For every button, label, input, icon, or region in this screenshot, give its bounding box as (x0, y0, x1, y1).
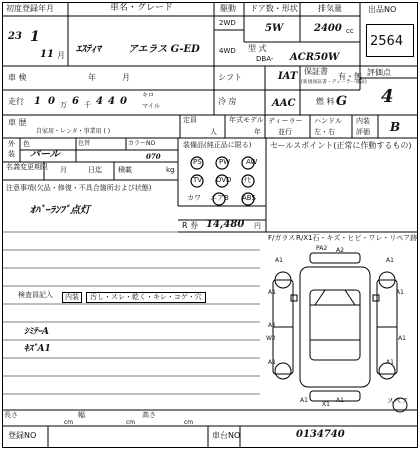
damage-label-a1-5: A1 (268, 322, 276, 329)
windshield-items: R/X1石・キズ・ヒビ・ワレ・リペア跡 (296, 234, 418, 242)
load-capacity-unit: kg (166, 166, 175, 174)
equipment-check-marks (178, 150, 268, 210)
capacity-label: 定員 (183, 116, 197, 124)
reviewer-label: 検査員記入 (18, 291, 53, 299)
dealer-value: 並行 (278, 128, 292, 136)
first-registration-month: 11 (40, 49, 54, 60)
doors-value: 5W (265, 23, 284, 34)
ac-value: AAC (272, 98, 296, 109)
reviewer-interior-box: 内装 (62, 292, 82, 303)
handle-label: ハンドル (314, 117, 342, 125)
displacement-label: 排気量 (318, 4, 342, 13)
fuel-label: 燃 料 (316, 97, 335, 106)
model-year-unit: 年 (254, 128, 261, 136)
shift-label: シフト (218, 73, 242, 82)
model-grade-label: 車名・グレード (110, 3, 174, 13)
damage-label-a1-9: A1 (300, 397, 308, 404)
equip-leather: カワ (187, 194, 201, 202)
damage-label-a1-4: A1 (396, 289, 404, 296)
mileage-unit-mile: マイル (142, 103, 160, 110)
damage-label-a1-3: A1 (268, 289, 276, 296)
mileage-digit-2: 0 (48, 96, 55, 107)
displacement-value: 2400 (314, 23, 342, 34)
first-registration-label: 初度登録年月 (6, 4, 54, 13)
mileage-digit-3: 6 (72, 96, 79, 107)
interior-sublabel: 評価 (356, 128, 370, 136)
grade-value: 4 (381, 86, 394, 107)
selling-points-label: セールスポイント(正常に作動するもの) (270, 141, 412, 150)
length-label: 長さ (4, 411, 18, 419)
paint-change-label: 色替 (78, 140, 91, 147)
model-name: ｴｽﾃｨﾏ (76, 44, 101, 55)
handle-value: 左・右 (314, 128, 335, 136)
warranty-label: 保証書 (304, 67, 328, 76)
notes-line-2: ｼﾐﾃｰA (24, 327, 49, 337)
chassis-no-value: 0134740 (296, 429, 345, 440)
car-diagram (255, 245, 415, 415)
equip-dvd: DVD (216, 176, 232, 184)
dealer-label: ディーラー (268, 117, 303, 125)
mileage-digit-6: 0 (120, 96, 127, 107)
height-label: 高さ (142, 411, 156, 419)
lot-number: 2564 (370, 34, 404, 49)
type-prefix: DBA- (256, 55, 274, 63)
equip-aw: AW (246, 158, 258, 166)
recycle-ticket-value: 14,480 (206, 219, 245, 230)
load-capacity-label: 積載 (118, 166, 132, 174)
registration-no-label: 登録NO (8, 431, 37, 440)
shift-value: IAT (278, 71, 298, 82)
damage-label-a2: A2 (336, 247, 344, 254)
capacity-unit: 人 (210, 128, 217, 136)
color-label: 色 (23, 140, 30, 148)
equip-ps: PS (193, 158, 202, 166)
equip-airbag: エアB (210, 194, 229, 202)
notes-line-1: ｵﾊﾞｰﾗﾝﾌﾟ点灯 (30, 205, 90, 216)
name-change-label: 名義変更期限 (6, 163, 48, 171)
ac-label: 冷 房 (218, 97, 237, 106)
lot-number-label: 出品NO (368, 5, 397, 14)
color-value: パール (30, 149, 60, 160)
damage-label-a1-2: A1 (386, 257, 394, 264)
damage-label-w2: W2 (266, 335, 276, 342)
mileage-unit-km: キロ (142, 92, 155, 99)
grade-value: アエラス G-ED (128, 44, 200, 55)
spare-tire-label: スペア (387, 397, 408, 405)
inspection-month-unit: 月 (122, 73, 130, 82)
damage-label-x1: X1 (322, 401, 330, 408)
length-unit: cm (64, 419, 74, 426)
damage-label-a1-7: A1 (268, 359, 276, 366)
damage-label-pa2: PA2 (316, 245, 328, 252)
history-label: 車 歴 (8, 118, 27, 127)
equip-tv: TV (193, 176, 203, 184)
damage-label-a1-1: A1 (275, 257, 283, 264)
equipment-title: 装備品(純正品に限る) (183, 141, 252, 149)
width-unit: cm (126, 419, 136, 426)
cc-unit: cc (346, 27, 354, 35)
grade-label: 評価点 (367, 68, 391, 77)
height-unit: cm (184, 419, 194, 426)
inspection-label: 車 検 (8, 73, 27, 82)
chassis-no-label: 車台NO (212, 431, 241, 440)
width-label: 幅 (78, 411, 85, 419)
mileage-digit-4: 4 (96, 96, 103, 107)
first-registration-year: 23 (8, 31, 22, 42)
damage-label-a1-8: A1 (386, 359, 394, 366)
drive-4wd: 4WD (219, 47, 236, 55)
windshield-label: F/ガラス (268, 234, 296, 242)
type-value: ACR50W (290, 52, 340, 63)
warranty-options: 有・無 (338, 72, 362, 81)
notes-line-3: ｷｽﾞA1 (24, 344, 51, 354)
equip-abs: ABS (242, 194, 256, 202)
mileage-digit-5: 4 (108, 96, 115, 107)
color-no-label: カラーNO (128, 140, 156, 147)
mileage-unit-man: 万 (60, 101, 67, 109)
color-no-value: 070 (146, 152, 161, 161)
damage-label-a1-10: A1 (336, 397, 344, 404)
interior-label: 内装 (356, 117, 370, 125)
mileage-digit-1: 1 (34, 96, 41, 107)
damage-label-a1-6: A1 (398, 335, 406, 342)
exterior-label: 外 (8, 140, 15, 148)
drive-label: 駆動 (220, 4, 236, 13)
model-year-label: 年式モデル (229, 116, 264, 124)
fuel-value: G (336, 94, 348, 109)
first-registration-month-unit: 月 (57, 51, 65, 60)
name-change-day-unit: 日迄 (88, 166, 102, 174)
equip-pw: PW (219, 158, 231, 166)
mileage-unit-sen: 千 (84, 101, 91, 109)
reviewer-items: 汚し・スレ・乾く・キレ・コゲ・穴 (86, 292, 206, 303)
inspection-year-unit: 年 (88, 73, 96, 82)
interior-grade-value: B (390, 120, 401, 134)
recycle-ticket-label: R 券 (182, 221, 199, 230)
first-registration-separator: 1 (30, 29, 40, 45)
notes-label: 注意事項(欠品・修復・不具合箇所および状態) (6, 184, 152, 192)
equip-navi: ﾅﾋﾞ (244, 176, 255, 184)
type-label: 型 式 (248, 44, 267, 53)
history-options: 自家用・レンタ・事業用 ( ) (36, 128, 111, 135)
exterior-sublabel: 装 (8, 150, 15, 158)
warranty-subtext: (新規保証書・ディーラー保証) (301, 79, 367, 85)
mileage-label: 走行 (8, 97, 24, 106)
recycle-ticket-unit: 円 (254, 222, 261, 230)
name-change-month-unit: 月 (60, 166, 67, 174)
doors-label: ドア数・形状 (250, 4, 298, 13)
drive-2wd: 2WD (219, 19, 236, 27)
